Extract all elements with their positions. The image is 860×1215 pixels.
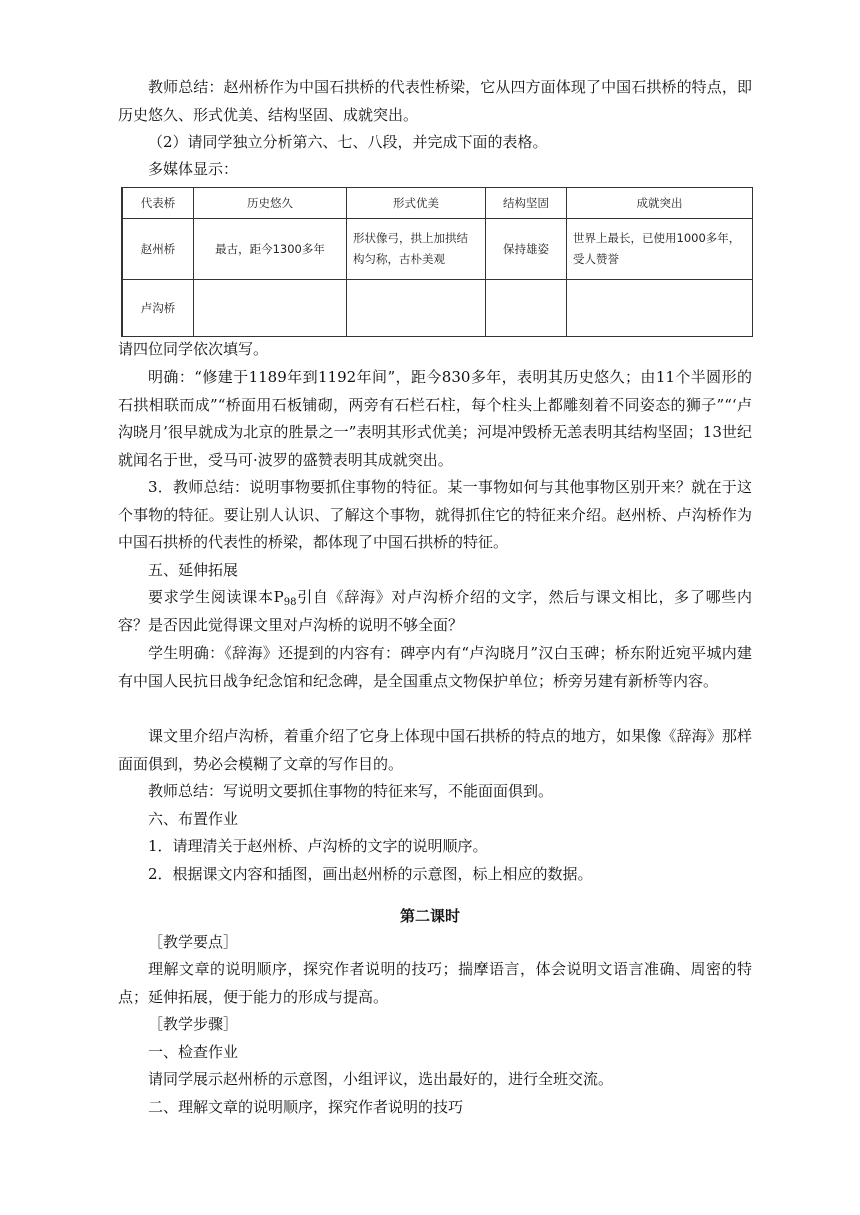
fill-instruction: 请四位同学依次填写。 (118, 340, 269, 358)
section-heading-homework: 六、布置作业 (148, 810, 239, 828)
step-check-homework: 一、检查作业 (148, 1043, 239, 1061)
clarify-paragraph: 明确：“修建于1189年到1192年间”，距今830多年，表明其历史悠久；由11个半圆形的石拱相联而成”“桥面用石板铺砌，两旁有石栏石柱，每个柱头上都雕刻着不同姿态的狮子”“‘卢沟晓月’很早就成为北京的胜景之一”表明其形式优美；河堤冲毁桥无恙表明其结构坚固；13世纪就闻名于世，受马可·波罗的盛赞表明其成就突出。 (118, 368, 752, 469)
table-cell: 形状像弓，拱上加拱结构匀称，古朴美观 (347, 219, 486, 280)
table-cell (567, 280, 753, 337)
teaching-points-paragraph: 理解文章的说明顺序，探究作者说明的技巧；揣摩语言，体会说明文语言准确、周密的特点；延伸拓展，便于能力的形成与提高。 (118, 960, 752, 1006)
reading-task-paragraph (118, 584, 752, 639)
teaching-steps-label: ［教学步骤］ (148, 1015, 239, 1033)
lesson-heading: 第二课时 (399, 907, 460, 925)
table-header-cell: 代表桥 (122, 188, 194, 219)
teacher-summary-paragraph: 教师总结：赵州桥作为中国石拱桥的代表性桥梁，它从四方面体现了中国石拱桥的特点，即历史悠久、形式优美、结构坚固、成就突出。 (118, 78, 752, 124)
table-cell (486, 280, 567, 337)
table-cell (194, 280, 347, 337)
page-number-subscript: 98 (283, 597, 297, 608)
table-header-cell: 形式优美 (347, 188, 486, 219)
table-cell (347, 280, 486, 337)
table-row (122, 280, 753, 337)
step-understand-order: 二、理解文章的说明顺序，探究作者说明的技巧 (148, 1098, 464, 1116)
section-heading-extension: 五、延伸拓展 (148, 561, 239, 579)
instruction-paragraph: （2）请同学独立分析第六、七、八段，并完成下面的表格。 (148, 133, 548, 151)
teacher-summary-4: 教师总结：写说明文要抓住事物的特征来写，不能面面俱到。 (148, 782, 554, 800)
table-header-row (122, 188, 753, 219)
table-cell: 卢沟桥 (122, 280, 194, 337)
multimedia-label: 多媒体显示： (148, 160, 239, 178)
table-cell: 世界上最长，已使用1000多年，受人赞誉 (567, 219, 753, 280)
reading-task-text: 要求学生阅读课本P (148, 588, 284, 606)
teaching-points-label: ［教学要点］ (148, 933, 239, 951)
homework-item-2: 2．根据课文内容和插图，画出赵州桥的示意图，标上相应的数据。 (148, 865, 593, 883)
step-check-detail: 请同学展示赵州桥的示意图，小组评议，选出最好的，进行全班交流。 (148, 1070, 614, 1088)
teacher-summary-3: 3．教师总结：说明事物要抓住事物的特征。某一事物如何与其他事物区别开来？就在于这个事物的特征。要让别人认识、了解这个事物，就得抓住它的特征来介绍。赵州桥、卢沟桥作为中国石拱桥的代表性的桥梁，都体现了中国石拱桥的特征。 (118, 478, 752, 552)
table-cell: 赵州桥 (122, 219, 194, 280)
student-clarify-paragraph: 学生明确：《辞海》还提到的内容有：碑亭内有“卢沟晓月”汉白玉碑；桥东附近宛平城内建有中国人民抗日战争纪念馆和纪念碑，是全国重点文物保护单位；桥旁另建有新桥等内容。 (118, 644, 752, 690)
homework-item-1: 1．请理清关于赵州桥、卢沟桥的文字的说明顺序。 (148, 837, 488, 855)
textbook-intro-paragraph: 课文里介绍卢沟桥，着重介绍了它身上体现中国石拱桥的特点的地方，如果像《辞海》那样面面俱到，势必会模糊了文章的写作目的。 (118, 727, 752, 773)
table-header-cell: 历史悠久 (194, 188, 347, 219)
bridge-comparison-table (121, 187, 753, 337)
table-header-cell: 成就突出 (567, 188, 753, 219)
reading-task-text-cont: 引自《辞海》对卢沟桥介绍的文字，然后与课文相比，多了哪些内容？是否因此觉得课文里对卢沟桥的说明不够全面？ (118, 588, 752, 634)
table-cell: 最古，距今1300多年 (194, 219, 347, 280)
table-header-cell: 结构坚固 (486, 188, 567, 219)
table-row (122, 219, 753, 280)
table-cell: 保持雄姿 (486, 219, 567, 280)
